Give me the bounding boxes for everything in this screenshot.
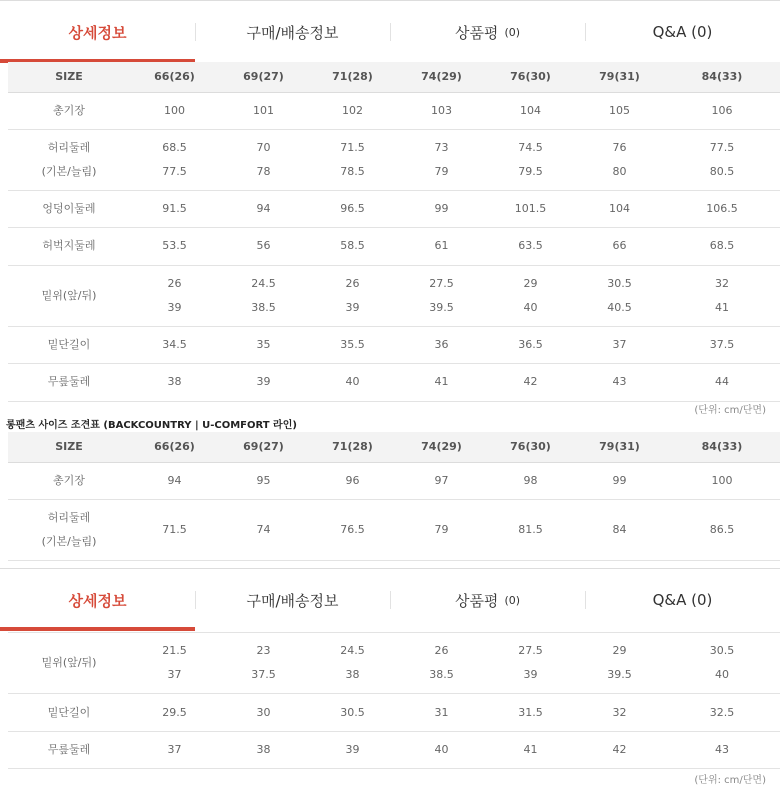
measurement-cell — [575, 499, 664, 560]
measurement-cell — [486, 92, 575, 129]
measurement-cell — [219, 326, 308, 363]
measurement-cell — [664, 694, 780, 732]
measurement-value: 94 — [167, 473, 182, 487]
measurement-value: 96.5 — [340, 201, 365, 215]
table-row — [8, 363, 780, 401]
size-header-cell: 74(29) — [397, 62, 486, 92]
measurement-cell — [575, 92, 664, 129]
measurement-cell — [130, 732, 219, 769]
measurement-cell — [308, 694, 397, 732]
measurement-value: 77.5 — [162, 164, 187, 178]
measurement-value: 40 — [434, 743, 449, 756]
size-header-cell: 76(30) — [486, 62, 575, 92]
measurement-value: 43 — [715, 743, 729, 756]
measurement-cell — [219, 92, 308, 129]
measurement-value: 73 — [434, 140, 449, 154]
tab-detail-info[interactable] — [0, 569, 195, 631]
measurement-label-line: 허벅지둘레 — [42, 239, 96, 252]
size-header-cell: 74(29) — [397, 432, 486, 462]
table-row — [8, 462, 780, 499]
size-header-row — [8, 62, 780, 92]
measurement-cell — [397, 499, 486, 560]
measurement-cell — [575, 462, 664, 499]
measurement-value: 71.5 — [162, 522, 187, 536]
measurement-cell — [664, 499, 780, 560]
measurement-label — [8, 265, 130, 326]
measurement-value: 76.5 — [340, 522, 365, 536]
size-header-cell: 66(26) — [130, 62, 219, 92]
measurement-value: 39.5 — [429, 300, 454, 314]
measurement-cell — [486, 190, 575, 227]
measurement-value: 38.5 — [429, 668, 454, 681]
measurement-cell — [130, 92, 219, 129]
measurement-value: 39 — [345, 300, 360, 314]
measurement-value: 77.5 — [709, 140, 735, 154]
measurement-value: 61 — [434, 239, 449, 252]
measurement-label — [8, 227, 130, 265]
measurement-cell — [664, 227, 780, 265]
measurement-label — [8, 129, 130, 190]
measurement-cell — [486, 732, 575, 769]
measurement-cell — [664, 633, 780, 694]
measurement-value: 27.5 — [518, 644, 543, 657]
measurement-value: 94 — [256, 201, 271, 215]
tab-label: Q&A (0) — [652, 591, 713, 609]
measurement-value: 38.5 — [251, 300, 276, 314]
measurement-cell — [664, 265, 780, 326]
measurement-value: 30 — [256, 705, 271, 719]
measurement-value: 29.5 — [162, 705, 187, 719]
measurement-cell — [397, 92, 486, 129]
measurement-value: 39 — [167, 300, 182, 314]
measurement-cell — [130, 499, 219, 560]
measurement-value: 31.5 — [518, 705, 543, 719]
measurement-label-line: 밑위(앞/뒤) — [41, 656, 97, 669]
measurement-cell — [308, 92, 397, 129]
measurement-label-line: 허리둘레 — [47, 140, 91, 154]
tab-reviews[interactable] — [390, 569, 585, 631]
review-count: (0) — [504, 593, 521, 607]
measurement-cell — [664, 363, 780, 401]
measurement-value: 30.5 — [709, 644, 735, 657]
measurement-cell — [219, 732, 308, 769]
measurement-value: 101 — [253, 103, 274, 117]
measurement-cell — [308, 129, 397, 190]
measurement-cell — [575, 326, 664, 363]
measurement-cell — [575, 190, 664, 227]
measurement-cell — [308, 499, 397, 560]
measurement-cell — [130, 363, 219, 401]
table-row — [8, 129, 780, 190]
unit-note: (단위: cm/단면) — [694, 405, 766, 416]
measurement-value: 41 — [523, 743, 538, 756]
measurement-value: 32.5 — [709, 705, 735, 719]
measurement-label-line: (기본/늘림) — [41, 534, 97, 548]
measurement-label-line: 밑단길이 — [47, 337, 91, 351]
measurement-value: 42 — [523, 375, 538, 388]
measurement-cell — [130, 227, 219, 265]
measurement-cell — [486, 633, 575, 694]
table-row — [8, 633, 780, 694]
measurement-value: 36 — [434, 337, 449, 351]
measurement-cell — [130, 190, 219, 227]
tab-purchase-shipping[interactable] — [195, 1, 390, 63]
measurement-value: 74.5 — [518, 140, 543, 154]
measurement-cell — [664, 190, 780, 227]
measurement-label — [8, 462, 130, 499]
measurement-cell — [664, 462, 780, 499]
measurement-value: 68.5 — [709, 239, 735, 252]
measurement-value: 40 — [715, 668, 729, 681]
measurement-cell — [397, 129, 486, 190]
measurement-value: 35 — [256, 337, 271, 351]
measurement-cell — [219, 499, 308, 560]
measurement-value: 32 — [612, 705, 627, 719]
measurement-value: 36.5 — [518, 337, 543, 351]
size-table-1 — [8, 62, 780, 402]
measurement-cell — [664, 92, 780, 129]
measurement-value: 104 — [520, 103, 541, 117]
measurement-label — [8, 694, 130, 732]
measurement-value: 26 — [167, 276, 182, 290]
table-row — [8, 732, 780, 769]
measurement-value: 68.5 — [162, 140, 187, 154]
measurement-value: 35.5 — [340, 337, 365, 351]
measurement-value: 99 — [612, 473, 627, 487]
table-row — [8, 499, 780, 560]
measurement-cell — [130, 265, 219, 326]
measurement-cell — [219, 633, 308, 694]
measurement-cell — [575, 129, 664, 190]
measurement-value: 44 — [715, 375, 729, 388]
tab-purchase-shipping[interactable] — [195, 569, 390, 631]
size-header-cell: 79(31) — [575, 432, 664, 462]
measurement-label — [8, 92, 130, 129]
tab-detail-info[interactable] — [0, 1, 195, 63]
size-header-cell: 71(28) — [308, 432, 397, 462]
size-header-cell: 84(33) — [664, 62, 780, 92]
measurement-cell — [486, 499, 575, 560]
table-row — [8, 326, 780, 363]
measurement-label-line: 총기장 — [53, 473, 85, 487]
measurement-value: 24.5 — [251, 276, 276, 290]
measurement-cell — [130, 694, 219, 732]
measurement-cell — [219, 462, 308, 499]
measurement-value: 34.5 — [162, 337, 187, 351]
measurement-value: 39 — [256, 375, 271, 388]
table-row — [8, 190, 780, 227]
size-header-label: SIZE — [8, 62, 130, 92]
measurement-label — [8, 326, 130, 363]
measurement-value: 39 — [345, 743, 360, 756]
measurement-value: 26 — [345, 276, 360, 290]
measurement-value: 106 — [711, 103, 733, 117]
measurement-value: 80.5 — [709, 164, 735, 178]
size-header-cell: 79(31) — [575, 62, 664, 92]
size-header-cell: 69(27) — [219, 432, 308, 462]
size-table-3 — [8, 632, 780, 769]
measurement-value: 29 — [612, 644, 627, 657]
measurement-cell — [219, 129, 308, 190]
measurement-label-line: (기본/늘림) — [41, 164, 97, 178]
measurement-value: 76 — [612, 140, 627, 154]
measurement-value: 37 — [167, 668, 182, 681]
measurement-value: 66 — [612, 239, 627, 252]
tab-reviews[interactable] — [390, 1, 585, 63]
measurement-cell — [397, 265, 486, 326]
measurement-cell — [130, 633, 219, 694]
measurement-value: 63.5 — [518, 239, 543, 252]
measurement-cell — [397, 633, 486, 694]
measurement-cell — [308, 363, 397, 401]
measurement-value: 100 — [711, 473, 733, 487]
measurement-cell — [219, 265, 308, 326]
measurement-value: 40 — [523, 300, 538, 314]
measurement-cell — [664, 326, 780, 363]
measurement-value: 71.5 — [340, 140, 365, 154]
measurement-cell — [575, 633, 664, 694]
measurement-value: 21.5 — [162, 644, 187, 657]
measurement-cell — [219, 694, 308, 732]
measurement-cell — [486, 129, 575, 190]
measurement-label-line: 밑단길이 — [47, 705, 91, 719]
detail-tab-bar-2 — [0, 568, 780, 630]
measurement-value: 103 — [431, 103, 452, 117]
measurement-value: 42 — [612, 743, 627, 756]
measurement-value: 24.5 — [340, 644, 365, 657]
measurement-value: 78 — [256, 164, 271, 178]
measurement-value: 105 — [609, 103, 630, 117]
measurement-value: 78.5 — [340, 164, 365, 178]
measurement-value: 84 — [612, 522, 627, 536]
measurement-label — [8, 363, 130, 401]
measurement-cell — [308, 633, 397, 694]
measurement-value: 39.5 — [607, 668, 632, 681]
measurement-cell — [575, 732, 664, 769]
tab-qna[interactable] — [585, 569, 780, 631]
measurement-cell — [219, 190, 308, 227]
measurement-cell — [486, 227, 575, 265]
measurement-cell — [308, 326, 397, 363]
tab-qna[interactable] — [585, 1, 780, 63]
measurement-value: 41 — [715, 300, 729, 314]
measurement-cell — [308, 227, 397, 265]
measurement-cell — [219, 363, 308, 401]
measurement-cell — [397, 732, 486, 769]
measurement-cell — [130, 326, 219, 363]
measurement-value: 91.5 — [162, 201, 187, 215]
measurement-label-line: 허리둘레 — [47, 510, 91, 524]
size-header-cell: 71(28) — [308, 62, 397, 92]
measurement-cell — [397, 363, 486, 401]
measurement-cell — [308, 462, 397, 499]
measurement-label — [8, 499, 130, 560]
unit-note: (단위: cm/단면) — [694, 775, 766, 786]
measurement-cell — [219, 227, 308, 265]
table-row — [8, 227, 780, 265]
tab-label: 상품평 — [454, 23, 499, 42]
measurement-label-line: 총기장 — [53, 103, 85, 117]
measurement-cell — [486, 462, 575, 499]
measurement-value: 26 — [434, 644, 449, 657]
measurement-value: 80 — [612, 164, 627, 178]
measurement-value: 79.5 — [518, 164, 543, 178]
measurement-cell — [664, 129, 780, 190]
measurement-value: 38 — [256, 743, 271, 756]
measurement-cell — [664, 732, 780, 769]
measurement-cell — [486, 363, 575, 401]
measurement-value: 27.5 — [429, 276, 454, 290]
measurement-value: 74 — [256, 522, 271, 536]
measurement-cell — [397, 462, 486, 499]
measurement-value: 99 — [434, 201, 449, 215]
measurement-cell — [486, 326, 575, 363]
measurement-label-line: 밑위(앞/뒤) — [41, 288, 97, 302]
measurement-label — [8, 633, 130, 694]
size-header-label: SIZE — [8, 432, 130, 462]
size-header-cell: 76(30) — [486, 432, 575, 462]
measurement-cell — [308, 265, 397, 326]
measurement-value: 23 — [256, 644, 271, 657]
measurement-label-line: 무릎둘레 — [47, 743, 91, 756]
tab-label: Q&A (0) — [652, 23, 713, 41]
measurement-label — [8, 190, 130, 227]
measurement-value: 86.5 — [709, 522, 735, 536]
measurement-value: 30.5 — [607, 276, 632, 290]
detail-tab-bar — [0, 0, 780, 62]
measurement-value: 40.5 — [607, 300, 632, 314]
measurement-value: 30.5 — [340, 705, 365, 719]
measurement-value: 79 — [434, 164, 449, 178]
measurement-value: 37.5 — [709, 337, 735, 351]
measurement-value: 98 — [523, 473, 538, 487]
measurement-value: 96 — [345, 473, 360, 487]
measurement-cell — [575, 265, 664, 326]
measurement-cell — [486, 265, 575, 326]
measurement-value: 39 — [523, 668, 538, 681]
tab-label: 구매/배송정보 — [246, 23, 339, 42]
size-table-2 — [8, 432, 780, 561]
measurement-value: 81.5 — [518, 522, 543, 536]
measurement-value: 53.5 — [162, 239, 187, 252]
measurement-value: 79 — [434, 522, 449, 536]
size-header-cell: 69(27) — [219, 62, 308, 92]
measurement-value: 37 — [167, 743, 182, 756]
measurement-value: 37 — [612, 337, 627, 351]
measurement-cell — [397, 227, 486, 265]
measurement-value: 95 — [256, 473, 271, 487]
active-tab-indicator — [0, 627, 195, 631]
measurement-value: 43 — [612, 375, 627, 388]
measurement-value: 102 — [342, 103, 363, 117]
measurement-label-line: 엉덩이둘레 — [42, 201, 96, 215]
measurement-cell — [397, 326, 486, 363]
tab-label: 상세정보 — [68, 591, 127, 610]
measurement-cell — [397, 694, 486, 732]
measurement-cell — [130, 129, 219, 190]
size-header-row — [8, 432, 780, 462]
size-header-cell: 66(26) — [130, 432, 219, 462]
measurement-cell — [308, 190, 397, 227]
measurement-value: 29 — [523, 276, 538, 290]
size-header-cell: 84(33) — [664, 432, 780, 462]
table-row — [8, 265, 780, 326]
table-row — [8, 694, 780, 732]
measurement-value: 70 — [256, 140, 271, 154]
tab-label: 구매/배송정보 — [246, 591, 339, 610]
measurement-cell — [575, 694, 664, 732]
measurement-value: 97 — [434, 473, 449, 487]
measurement-value: 56 — [256, 239, 271, 252]
measurement-value: 32 — [715, 276, 729, 290]
measurement-value: 101.5 — [514, 201, 547, 215]
size-table-title: 롱팬츠 사이즈 조견표 (BACKCOUNTRY | U-COMFORT 라인) — [6, 420, 297, 431]
measurement-value: 106.5 — [706, 201, 738, 215]
measurement-cell — [575, 227, 664, 265]
measurement-value: 104 — [609, 201, 630, 215]
measurement-cell — [308, 732, 397, 769]
tab-label: 상세정보 — [68, 23, 127, 42]
measurement-value: 41 — [434, 375, 449, 388]
table-row — [8, 92, 780, 129]
review-count: (0) — [504, 25, 521, 39]
measurement-cell — [575, 363, 664, 401]
measurement-value: 37.5 — [251, 668, 276, 681]
measurement-label — [8, 732, 130, 769]
measurement-value: 38 — [345, 668, 360, 681]
measurement-value: 58.5 — [340, 239, 365, 252]
measurement-value: 31 — [434, 705, 449, 719]
measurement-value: 100 — [164, 103, 185, 117]
measurement-cell — [397, 190, 486, 227]
measurement-cell — [130, 462, 219, 499]
measurement-cell — [486, 694, 575, 732]
measurement-label-line: 무릎둘레 — [47, 375, 91, 388]
measurement-value: 40 — [345, 375, 360, 388]
measurement-value: 38 — [167, 375, 182, 388]
tab-label: 상품평 — [454, 591, 499, 610]
